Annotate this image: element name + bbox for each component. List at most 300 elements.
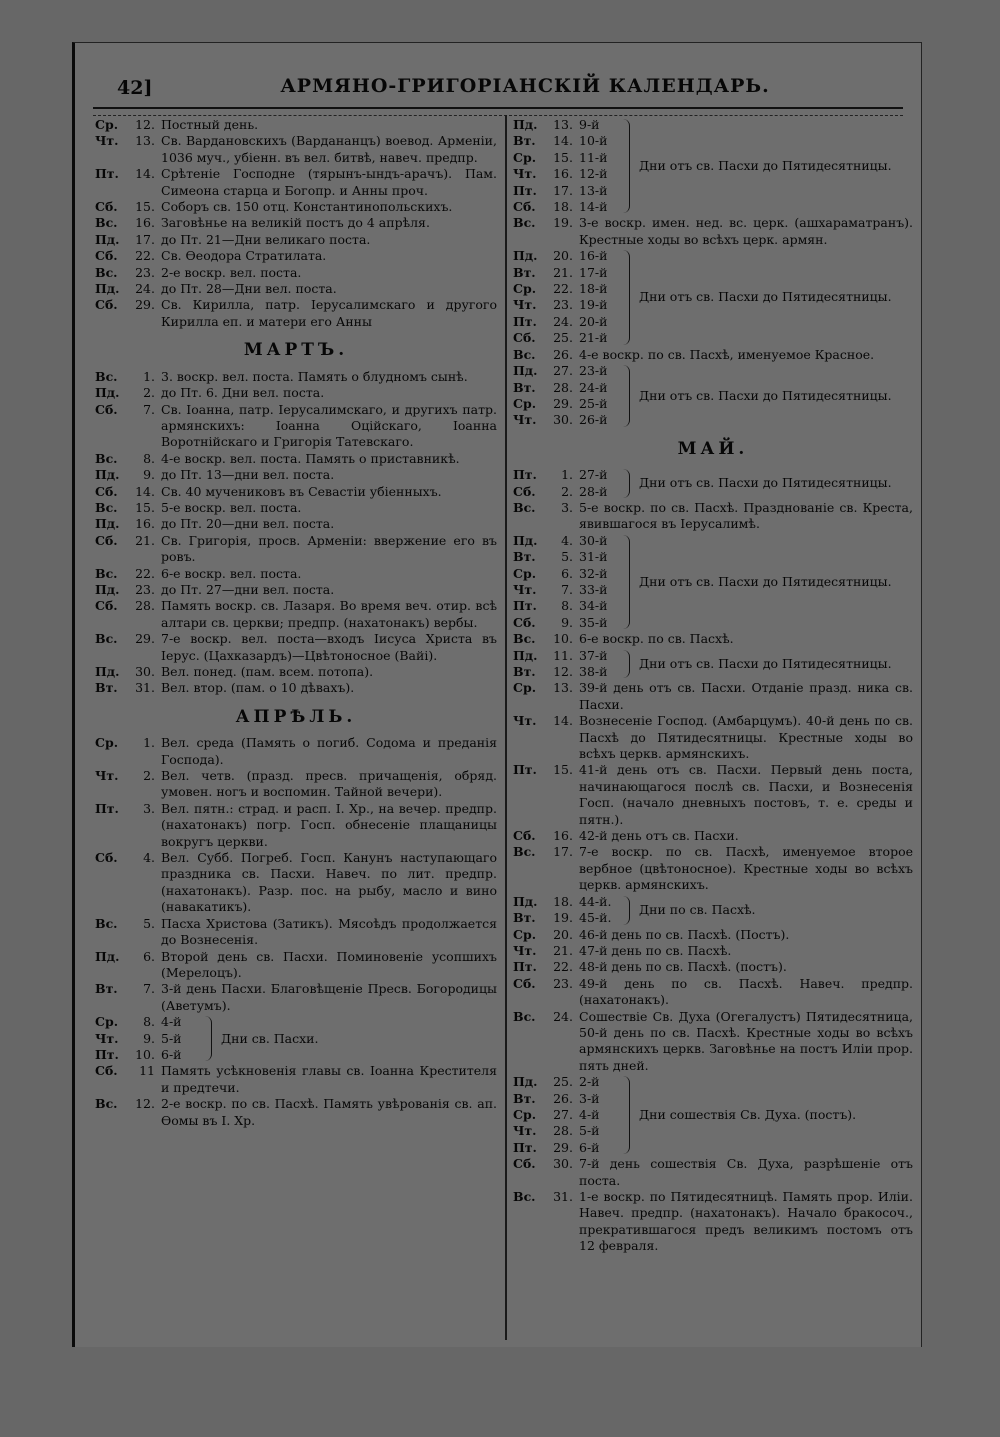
group-note: Дни отъ св. Пасхи до Пятидесятницы. bbox=[639, 289, 892, 305]
calendar-entry bbox=[95, 369, 497, 385]
april-easter-group-2 bbox=[513, 248, 913, 346]
entry-weekday: Сб. bbox=[513, 614, 536, 630]
entry-ordinal: 19-й bbox=[579, 297, 608, 313]
entry-weekday: Ср. bbox=[513, 926, 537, 942]
entry-weekday: Ср. bbox=[95, 735, 119, 751]
group-row bbox=[513, 396, 619, 412]
entry-weekday: Сб. bbox=[513, 828, 536, 844]
may-entries bbox=[513, 680, 913, 893]
entry-weekday: Пд. bbox=[95, 231, 120, 247]
calendar-entry bbox=[95, 664, 497, 680]
entry-date: 14. bbox=[135, 483, 155, 499]
group-note: Дни отъ св. Пасхи до Пятидесятницы. bbox=[639, 573, 892, 589]
group-note: Дни отъ св. Пасхи до Пятидесятницы. bbox=[639, 655, 892, 671]
entry-text: 2-е воскр. вел. поста. bbox=[161, 264, 302, 280]
entry-date: 15. bbox=[135, 199, 155, 215]
calendar-entry bbox=[95, 949, 497, 982]
group-rows bbox=[513, 467, 619, 500]
entry-weekday: Вт. bbox=[95, 981, 118, 997]
calendar-entry bbox=[513, 631, 913, 647]
april-easter-group-1 bbox=[513, 117, 913, 215]
april-entry-26 bbox=[513, 347, 913, 363]
entry-date: 19. bbox=[553, 910, 573, 926]
group-row bbox=[513, 265, 619, 281]
entry-text: 3. воскр. вел. поста. Память о блудномъ сынѣ. bbox=[161, 368, 468, 384]
entry-weekday: Вс. bbox=[95, 915, 118, 931]
entry-date: 1. bbox=[143, 735, 155, 751]
entry-ordinal: 5-й bbox=[579, 1123, 600, 1139]
entry-weekday: Сб. bbox=[513, 1156, 536, 1172]
entry-date: 15. bbox=[553, 149, 573, 165]
entry-date: 20. bbox=[553, 926, 573, 942]
entry-ordinal: 4-й bbox=[161, 1014, 182, 1030]
entry-weekday: Сб. bbox=[95, 483, 118, 499]
entry-date: 29. bbox=[553, 1139, 573, 1155]
entry-weekday: Чт. bbox=[513, 713, 537, 729]
group-row bbox=[513, 1107, 619, 1123]
entry-ordinal: 28-й bbox=[579, 483, 608, 499]
entry-date: 4. bbox=[561, 532, 573, 548]
calendar-entry bbox=[513, 1009, 913, 1075]
entry-date: 10. bbox=[135, 1046, 155, 1062]
april-entry-19 bbox=[513, 215, 913, 248]
entry-date: 7. bbox=[143, 981, 155, 997]
entry-weekday: Сб. bbox=[95, 598, 118, 614]
calendar-entry bbox=[95, 297, 497, 330]
entry-weekday: Чт. bbox=[95, 133, 119, 149]
calendar-entry bbox=[95, 385, 497, 401]
entry-ordinal: 11-й bbox=[579, 149, 608, 165]
calendar-entry bbox=[95, 248, 497, 264]
entry-ordinal: 24-й bbox=[579, 379, 608, 395]
entry-date: 8. bbox=[561, 598, 573, 614]
group-row bbox=[513, 314, 619, 330]
entry-ordinal: 38-й bbox=[579, 664, 608, 679]
calendar-entry bbox=[95, 265, 497, 281]
entry-weekday: Сб. bbox=[513, 483, 536, 499]
entry-weekday: Чт. bbox=[513, 297, 537, 313]
curly-brace bbox=[619, 894, 633, 927]
entry-text: до Пт. 13—дни вел. поста. bbox=[161, 467, 335, 483]
entry-date: 31. bbox=[553, 1189, 573, 1204]
calendar-entry bbox=[95, 166, 497, 199]
calendar-entry bbox=[95, 1096, 497, 1129]
entry-weekday: Вт. bbox=[513, 133, 536, 149]
group-row bbox=[95, 1014, 201, 1030]
calendar-entry bbox=[95, 916, 497, 949]
entry-date: 7. bbox=[561, 581, 573, 597]
group-rows bbox=[513, 117, 619, 215]
calendar-entry bbox=[95, 566, 497, 582]
entry-text: 4-е воскр. вел. поста. Память о приставникѣ. bbox=[161, 450, 460, 466]
entry-date: 2. bbox=[143, 768, 155, 784]
calendar-entry bbox=[513, 828, 913, 844]
group-row bbox=[513, 664, 619, 680]
entry-date: 12. bbox=[135, 117, 155, 132]
group-row bbox=[513, 281, 619, 297]
entry-text: 1-е воскр. по Пятидесятницѣ. Память прор. Иліи. Навеч. предпр. (нахатонакъ). Начало бракосоч., прекратившагося предъ великимъ постомъ отъ 12 февраля. bbox=[579, 1189, 913, 1254]
curly-brace bbox=[619, 467, 633, 500]
entry-date: 28. bbox=[553, 1123, 573, 1139]
entry-text: 7-е воскр. вел. поста—входъ Іисуса Христа въ Іерус. (Цахказардъ)—Цвѣтоносное (Вайі). bbox=[161, 631, 497, 663]
entry-date: 13. bbox=[553, 680, 573, 696]
entry-date: 29. bbox=[553, 395, 573, 411]
group-row bbox=[513, 467, 619, 483]
entry-text: Св. Григорія, просв. Арменіи: ввержение его въ ровъ. bbox=[161, 532, 497, 565]
entry-weekday: Пд. bbox=[95, 516, 120, 532]
group-row bbox=[513, 380, 619, 396]
calendar-entry bbox=[95, 533, 497, 566]
entry-date: 14. bbox=[135, 166, 155, 182]
entry-text: 41-й день отъ св. Пасхи. Первый день поста, начинающагося послѣ св. Пасхи, и Вознесенія Госп. (начало дневныхъ постовъ, т. е. среды и пятн.). bbox=[579, 762, 913, 827]
entry-date: 8. bbox=[143, 1014, 155, 1030]
entry-text: до Пт. 21—Дни великаго поста. bbox=[161, 231, 371, 247]
entry-date: 24. bbox=[553, 313, 573, 329]
entry-text: Св. Ѳеодора Стратилата. bbox=[161, 248, 327, 264]
group-rows bbox=[513, 648, 619, 681]
group-row bbox=[513, 1091, 619, 1107]
bracketed-day-group bbox=[513, 467, 913, 500]
calendar-entry bbox=[513, 1156, 913, 1189]
entry-weekday: Вс. bbox=[513, 844, 536, 860]
calendar-entry bbox=[513, 959, 913, 975]
entry-text: 3-е воскр. имен. нед. вс. церк. (ашхараматранъ). Крестные ходы во всѣхъ церк. армян. bbox=[579, 215, 913, 247]
bracketed-day-group bbox=[513, 1074, 913, 1156]
entry-weekday: Ср. bbox=[513, 395, 537, 411]
entry-text: Св. Кирилла, патр. Іерусалимскаго и другого Кирилла еп. и матери его Анны bbox=[161, 297, 497, 329]
group-note: Дни по св. Пасхѣ. bbox=[639, 901, 756, 917]
entry-date: 7. bbox=[143, 401, 155, 417]
group-rows bbox=[95, 1014, 201, 1063]
entry-date: 19. bbox=[553, 215, 573, 231]
group-row bbox=[513, 582, 619, 598]
entry-date: 17. bbox=[553, 182, 573, 198]
group-note: Дни св. Пасхи. bbox=[221, 1030, 319, 1046]
entry-weekday: Сб. bbox=[95, 297, 118, 313]
bracketed-day-group bbox=[513, 648, 913, 681]
bracketed-day-group bbox=[95, 1014, 497, 1063]
entry-date: 11. bbox=[553, 647, 573, 663]
entry-text: Св. Вардановскихъ (Вардананцъ) воевод. Арменіи, 1036 муч., убіенн. въ вел. битвѣ, навеч. предпр. bbox=[161, 133, 497, 165]
entry-ordinal: 26-й bbox=[579, 412, 608, 428]
entry-weekday: Вт. bbox=[513, 264, 536, 280]
entry-ordinal: 6-й bbox=[579, 1139, 600, 1155]
entry-weekday: Пд. bbox=[95, 467, 120, 483]
group-row bbox=[513, 363, 619, 379]
group-note: Дни отъ св. Пасхи до Пятидесятницы. bbox=[639, 387, 892, 403]
entry-ordinal: 31-й bbox=[579, 549, 608, 565]
entry-text: 42-й день отъ св. Пасхи. bbox=[579, 828, 739, 844]
entry-date: 23. bbox=[553, 975, 573, 991]
entry-text: Вел. втор. (пам. о 10 дѣвахъ). bbox=[161, 680, 355, 696]
calendar-entry bbox=[513, 1189, 913, 1255]
entry-weekday: Вс. bbox=[513, 1189, 536, 1204]
entry-date: 25. bbox=[553, 1074, 573, 1090]
entry-weekday: Вс. bbox=[513, 215, 536, 231]
entry-ordinal: 44-й. bbox=[579, 893, 612, 909]
entry-weekday: Ср. bbox=[513, 565, 537, 581]
bracketed-day-group bbox=[513, 248, 913, 346]
entry-text: Срѣтеніе Господне (тярынъ-ындъ-арачъ). Пам. Симеона старца и Богопр. и Анны проч. bbox=[161, 166, 497, 198]
entry-weekday: Ср. bbox=[95, 1014, 119, 1030]
may-group-1 bbox=[513, 467, 913, 500]
entry-ordinal: 45-й. bbox=[579, 910, 612, 926]
entry-weekday: Чт. bbox=[513, 581, 537, 597]
entry-weekday: Вс. bbox=[513, 1008, 536, 1024]
entry-ordinal: 23-й bbox=[579, 363, 608, 379]
group-row bbox=[513, 248, 619, 264]
entry-weekday: Пт. bbox=[513, 313, 537, 329]
bracketed-day-group bbox=[513, 117, 913, 215]
entry-text: Вел. четв. (празд. пресв. причащенія, обряд. умовен. ногъ и воспомин. Тайной вечери). bbox=[161, 768, 497, 800]
group-row bbox=[513, 615, 619, 631]
entry-weekday: Сб. bbox=[95, 850, 118, 866]
entry-text: Вел. среда (Память о погиб. Содома и преданія Господа). bbox=[161, 735, 497, 767]
entry-date: 2. bbox=[143, 385, 155, 401]
calendar-entry bbox=[95, 801, 497, 850]
group-note: Дни сошествія Св. Духа. (постъ). bbox=[639, 1106, 857, 1122]
calendar-entry bbox=[95, 451, 497, 467]
entry-weekday: Пд. bbox=[513, 893, 538, 909]
entry-ordinal: 16-й bbox=[579, 248, 608, 264]
entry-weekday: Пт. bbox=[513, 1139, 537, 1155]
entry-text: 6-е воскр. по св. Пасхѣ. bbox=[579, 631, 734, 647]
group-row bbox=[513, 166, 619, 182]
entry-text: Соборъ св. 150 отц. Константинопольскихъ. bbox=[161, 199, 453, 215]
entry-date: 26. bbox=[553, 1090, 573, 1106]
group-row bbox=[513, 549, 619, 565]
calendar-entry bbox=[513, 347, 913, 363]
entry-ordinal: 35-й bbox=[579, 614, 608, 630]
entry-date: 14. bbox=[553, 713, 573, 729]
calendar-entry bbox=[95, 215, 497, 231]
entry-date: 5. bbox=[561, 549, 573, 565]
entry-weekday: Пд. bbox=[95, 385, 120, 401]
calendar-entry bbox=[95, 981, 497, 1014]
calendar-entry bbox=[513, 713, 913, 762]
entry-date: 17. bbox=[135, 231, 155, 247]
month-heading-april: АПРѢЛЬ. bbox=[235, 706, 357, 727]
curly-brace bbox=[619, 363, 633, 429]
entry-date: 22. bbox=[135, 248, 155, 264]
entry-date: 9. bbox=[561, 614, 573, 630]
entry-ordinal: 10-й bbox=[579, 133, 608, 149]
entry-date: 22. bbox=[553, 281, 573, 297]
may-entries-3 bbox=[513, 1156, 913, 1254]
entry-weekday: Сб. bbox=[513, 199, 536, 215]
entry-date: 1. bbox=[561, 467, 573, 483]
entry-weekday: Ср. bbox=[513, 281, 537, 297]
group-row bbox=[95, 1047, 201, 1063]
entry-date: 30. bbox=[135, 664, 155, 679]
entry-date: 18. bbox=[553, 893, 573, 909]
may-entry-3 bbox=[513, 500, 913, 533]
may-group-5 bbox=[513, 1074, 913, 1156]
entry-date: 29. bbox=[135, 297, 155, 313]
entry-weekday: Чт. bbox=[95, 768, 119, 784]
entry-date: 28. bbox=[553, 379, 573, 395]
entry-weekday: Вс. bbox=[95, 631, 118, 647]
entry-date: 12. bbox=[135, 1096, 155, 1112]
column-divider bbox=[505, 115, 507, 1340]
month-heading-may: МАЙ. bbox=[677, 438, 749, 459]
entry-text: Св. 40 мучениковъ въ Севастіи убіенныхъ. bbox=[161, 483, 442, 499]
entry-weekday: Сб. bbox=[95, 248, 118, 264]
calendar-entry bbox=[95, 680, 497, 696]
entry-weekday: Чт. bbox=[513, 942, 537, 958]
entry-text: Память усѣкновенія главы св. Іоанна Крестителя и предтечи. bbox=[161, 1063, 497, 1095]
group-row bbox=[95, 1031, 201, 1047]
calendar-entry bbox=[513, 976, 913, 1009]
entry-weekday: Пт. bbox=[513, 182, 537, 198]
bracketed-day-group bbox=[513, 363, 913, 429]
entry-weekday: Пд. bbox=[95, 281, 120, 297]
curly-brace bbox=[619, 1074, 633, 1156]
curly-brace bbox=[619, 533, 633, 631]
entry-text: 3-й день Пасхи. Благовѣщеніе Пресв. Богородицы (Аветумъ). bbox=[161, 981, 497, 1013]
entry-date: 13. bbox=[553, 117, 573, 132]
calendar-entry bbox=[95, 232, 497, 248]
entry-text: Вел. пятн.: страд. и расп. І. Хр., на вечер. предпр. (нахатонакъ) погр. Госп. обнесеніе плащаницы вокругъ церкви. bbox=[161, 800, 497, 849]
left-column bbox=[95, 117, 497, 1129]
calendar-entry bbox=[95, 1063, 497, 1096]
entry-date: 23. bbox=[553, 297, 573, 313]
entry-weekday: Ср. bbox=[95, 117, 119, 132]
entry-date: 2. bbox=[561, 483, 573, 499]
entry-text: Вел. Субб. Погреб. Госп. Канунъ наступающаго праздника св. Пасхи. Навеч. по лит. предпр. (нахатонакъ). Разр. пос. на рыбу, масло и вино (навакатикъ). bbox=[161, 850, 497, 915]
entry-date: 20. bbox=[553, 248, 573, 264]
calendar-entry bbox=[513, 927, 913, 943]
entry-date: 16. bbox=[135, 516, 155, 532]
entry-weekday: Сб. bbox=[513, 975, 536, 991]
curly-brace bbox=[619, 248, 633, 346]
entry-date: 23. bbox=[135, 581, 155, 597]
entry-weekday: Вс. bbox=[95, 264, 118, 280]
entry-ordinal: 4-й bbox=[579, 1106, 600, 1122]
entry-date: 29. bbox=[135, 631, 155, 647]
group-rows bbox=[513, 1074, 619, 1156]
entry-text: Св. Іоанна, патр. Іерусалимскаго, и другихъ патр. армянскихъ: Іоанна Оційскаго, Іоанна Воротнійскаго и Григорія Татевскаго. bbox=[161, 401, 497, 450]
february-entries bbox=[95, 117, 497, 330]
entry-date: 28. bbox=[135, 598, 155, 614]
entry-ordinal: 32-й bbox=[579, 565, 608, 581]
bracketed-day-group bbox=[513, 533, 913, 631]
entry-weekday: Пт. bbox=[513, 959, 537, 975]
calendar-entry bbox=[95, 117, 497, 133]
entry-date: 26. bbox=[553, 346, 573, 362]
entry-text: 47-й день по св. Пасхѣ. bbox=[579, 942, 732, 958]
entry-date: 3. bbox=[561, 499, 573, 515]
entry-date: 6. bbox=[561, 565, 573, 581]
entry-text: 48-й день по св. Пасхѣ. (постъ). bbox=[579, 959, 787, 975]
entry-date: 24. bbox=[553, 1008, 573, 1024]
calendar-entry bbox=[95, 402, 497, 451]
entry-weekday: Сб. bbox=[95, 199, 118, 215]
entry-ordinal: 27-й bbox=[579, 467, 608, 483]
entry-weekday: Сб. bbox=[95, 1063, 118, 1079]
entry-text: Заговѣнье на великій постъ до 4 апрѣля. bbox=[161, 215, 430, 231]
entry-ordinal: 34-й bbox=[579, 598, 608, 614]
entry-date: 14. bbox=[553, 133, 573, 149]
entry-weekday: Вс. bbox=[513, 499, 536, 515]
entry-weekday: Пт. bbox=[95, 800, 119, 816]
curly-brace bbox=[619, 117, 633, 215]
entry-weekday: Вс. bbox=[95, 368, 118, 384]
march-entries bbox=[95, 369, 497, 697]
entry-weekday: Вс. bbox=[513, 346, 536, 362]
entry-weekday: Чт. bbox=[513, 412, 537, 428]
entry-ordinal: 2-й bbox=[579, 1074, 600, 1090]
group-note: Дни отъ св. Пасхи до Пятидесятницы. bbox=[639, 475, 892, 491]
entry-weekday: Пт. bbox=[513, 762, 537, 778]
entry-date: 21. bbox=[135, 532, 155, 548]
group-row bbox=[513, 133, 619, 149]
entry-text: до Пт. 28—Дни вел. поста. bbox=[161, 281, 337, 297]
entry-ordinal: 3-й bbox=[579, 1090, 600, 1106]
entry-date: 17. bbox=[553, 844, 573, 860]
calendar-entry bbox=[95, 582, 497, 598]
page-number: 42] bbox=[117, 77, 153, 99]
calendar-entry bbox=[95, 281, 497, 297]
group-row bbox=[513, 598, 619, 614]
entry-text: Вел. понед. (пам. всем. потопа). bbox=[161, 664, 374, 679]
may-entry-10 bbox=[513, 631, 913, 647]
entry-date: 13. bbox=[135, 133, 155, 149]
calendar-entry bbox=[513, 762, 913, 828]
may-group-3 bbox=[513, 648, 913, 681]
group-row bbox=[513, 566, 619, 582]
entry-text: 39-й день отъ св. Пасхи. Отданіе празд. ника св. Пасхи. bbox=[579, 680, 913, 712]
entry-date: 1. bbox=[143, 368, 155, 384]
entry-weekday: Чт. bbox=[513, 166, 537, 182]
entry-ordinal: 6-й bbox=[161, 1046, 182, 1062]
entry-weekday: Пд. bbox=[95, 581, 120, 597]
calendar-entry bbox=[513, 500, 913, 533]
entry-weekday: Вт. bbox=[95, 680, 118, 696]
april-group bbox=[95, 1014, 497, 1063]
entry-text: Вознесеніе Господ. (Амбарцумъ). 40-й день по св. Пасхѣ до Пятидесятницы. Крестные ходы во всѣхъ церкв. армянскихъ. bbox=[579, 713, 913, 762]
group-row bbox=[513, 183, 619, 199]
page-header bbox=[75, 67, 921, 107]
entry-weekday: Вт. bbox=[513, 379, 536, 395]
entry-ordinal: 14-й bbox=[579, 199, 608, 215]
entry-date: 27. bbox=[553, 363, 573, 379]
entry-date: 30. bbox=[553, 412, 573, 428]
header-rule bbox=[93, 107, 903, 116]
april-entries-after bbox=[95, 1063, 497, 1129]
entry-date: 6. bbox=[143, 948, 155, 964]
group-row bbox=[513, 330, 619, 346]
entry-weekday: Ср. bbox=[513, 680, 537, 696]
entry-date: 10. bbox=[553, 631, 573, 647]
right-column bbox=[513, 117, 913, 1255]
entry-weekday: Ср. bbox=[513, 149, 537, 165]
entry-date: 23. bbox=[135, 264, 155, 280]
entry-date: 5. bbox=[143, 915, 155, 931]
calendar-entry bbox=[95, 467, 497, 483]
entry-ordinal: 21-й bbox=[579, 330, 608, 346]
entry-ordinal: 12-й bbox=[579, 166, 608, 182]
group-note: Дни отъ св. Пасхи до Пятидесятницы. bbox=[639, 158, 892, 174]
entry-date: 15. bbox=[553, 762, 573, 778]
entry-weekday: Сб. bbox=[95, 532, 118, 548]
entry-weekday: Пд. bbox=[513, 248, 538, 264]
entry-ordinal: 33-й bbox=[579, 581, 608, 597]
entry-text: до Пт. 6. Дни вел. поста. bbox=[161, 385, 325, 401]
entry-text: Память воскр. св. Лазаря. Во время веч. отир. всѣ алтари св. церкви; предпр. (нахатонакъ) вербы. bbox=[161, 598, 497, 630]
entry-date: 16. bbox=[135, 215, 155, 231]
entry-weekday: Вт. bbox=[513, 664, 536, 679]
